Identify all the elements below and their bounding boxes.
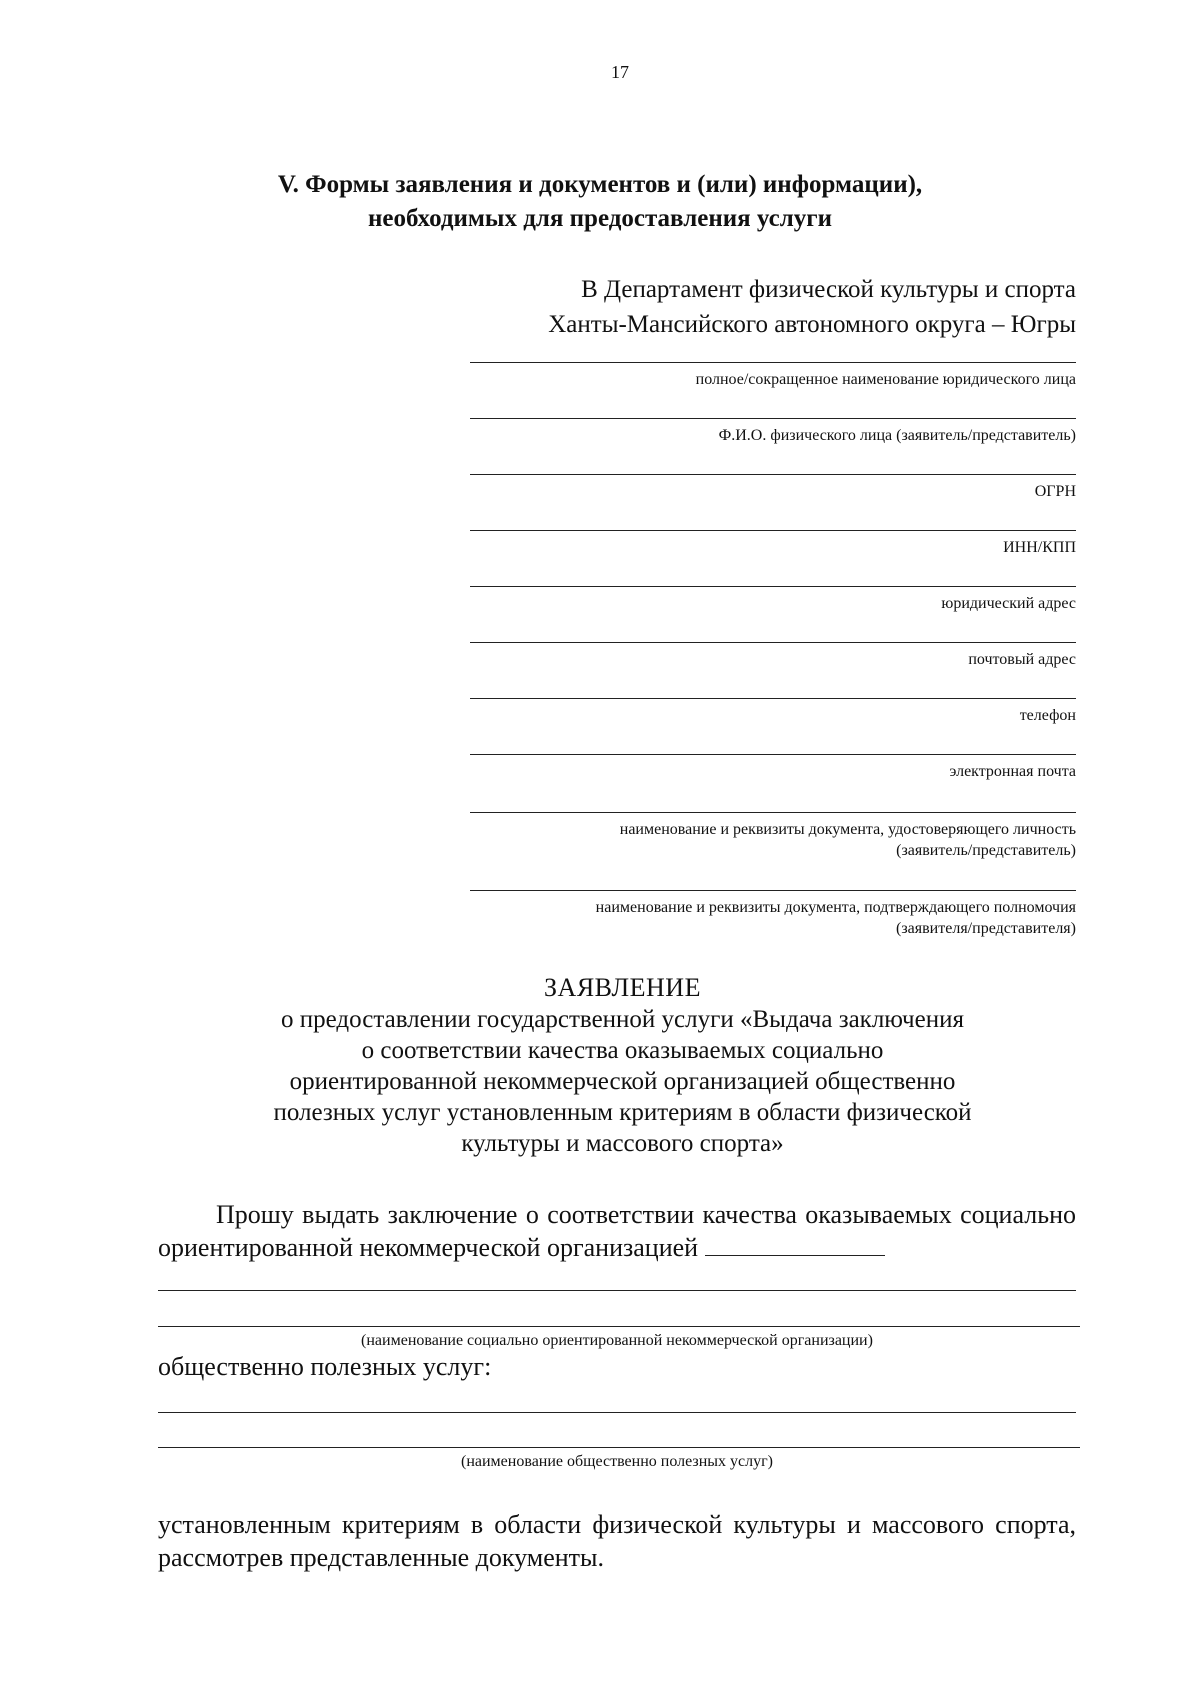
field-full-name — [470, 418, 1076, 446]
field-line[interactable] — [470, 812, 1076, 813]
field-line[interactable] — [470, 586, 1076, 587]
services-line-2[interactable] — [158, 1447, 1080, 1448]
organization-inline-blank[interactable] — [705, 1255, 885, 1256]
field-label: телефон — [1019, 707, 1076, 724]
field-label: наименование и реквизиты документа, удостоверяющего личность — [619, 821, 1076, 838]
field-line[interactable] — [470, 530, 1076, 531]
organization-name-line-2[interactable] — [158, 1326, 1080, 1327]
field-label: юридический адрес — [941, 595, 1076, 612]
recipient-line-1: В Департамент физической культуры и спорта — [581, 276, 1076, 303]
field-line[interactable] — [470, 642, 1076, 643]
field-label: Ф.И.О. физического лица (заявитель/представитель) — [718, 427, 1076, 444]
field-line[interactable] — [470, 418, 1076, 419]
field-legal-address — [470, 586, 1076, 614]
section-title-line-1: V. Формы заявления и документов и (или) информации), — [277, 171, 923, 198]
field-label: полное/сокращенное наименование юридического лица — [695, 371, 1076, 388]
field-identity-document — [470, 812, 1076, 861]
field-legal-entity-name — [470, 362, 1076, 390]
field-label: ОГРН — [1034, 483, 1076, 500]
field-postal-address — [470, 642, 1076, 670]
statement-title: ЗАЯВЛЕНИЕ — [544, 973, 701, 1002]
request-text: Прошу выдать заключение о соответствии качества оказываемых социально ориентированной некоммерческой организацией — [158, 1200, 1076, 1262]
field-label: ИНН/КПП — [1003, 539, 1076, 556]
field-email — [470, 754, 1076, 782]
field-line[interactable] — [470, 698, 1076, 699]
recipient-block — [548, 272, 1076, 342]
field-label: электронная почта — [949, 763, 1076, 780]
services-caption: (наименование общественно полезных услуг) — [461, 1453, 773, 1470]
section-title — [160, 168, 1040, 236]
statement-subtitle-line-3: ориентированной некоммерческой организацией общественно — [289, 1068, 956, 1095]
statement-subtitle-line-1: о предоставлении государственной услуги «Выдача заключения — [281, 1006, 964, 1033]
conclusion-paragraph: установленным критериям в области физической культуры и массового спорта, рассмотрев представленные документы. — [158, 1510, 1076, 1572]
field-line[interactable] — [470, 362, 1076, 363]
field-label: наименование и реквизиты документа, подтверждающего полномочия — [595, 899, 1076, 916]
field-line[interactable] — [470, 754, 1076, 755]
statement-heading — [160, 972, 1085, 1159]
organization-name-line-1[interactable] — [158, 1290, 1076, 1291]
statement-subtitle-line-4: полезных услуг установленным критериям в области физической — [273, 1099, 972, 1126]
field-label-continued: (заявителя/представителя) — [896, 920, 1076, 937]
field-ogrn — [470, 474, 1076, 502]
services-line-1[interactable] — [158, 1412, 1076, 1413]
field-line[interactable] — [470, 474, 1076, 475]
field-authority-document — [470, 890, 1076, 939]
statement-subtitle-line-2: о соответствии качества оказываемых социально — [361, 1037, 884, 1064]
field-label: почтовый адрес — [968, 651, 1076, 668]
field-line[interactable] — [470, 890, 1076, 891]
page-number: 17 — [611, 62, 629, 82]
field-phone — [470, 698, 1076, 726]
statement-subtitle-line-5: культуры и массового спорта» — [461, 1130, 784, 1157]
recipient-line-2: Ханты-Мансийского автономного округа – Югры — [548, 311, 1076, 338]
field-inn-kpp — [470, 530, 1076, 558]
section-title-line-2: необходимых для предоставления услуги — [367, 205, 833, 232]
request-paragraph — [158, 1198, 1076, 1264]
organization-name-caption: (наименование социально ориентированной некоммерческой организации) — [361, 1332, 873, 1349]
services-label: общественно полезных услуг: — [158, 1352, 492, 1381]
field-label-continued: (заявитель/представитель) — [896, 842, 1076, 859]
